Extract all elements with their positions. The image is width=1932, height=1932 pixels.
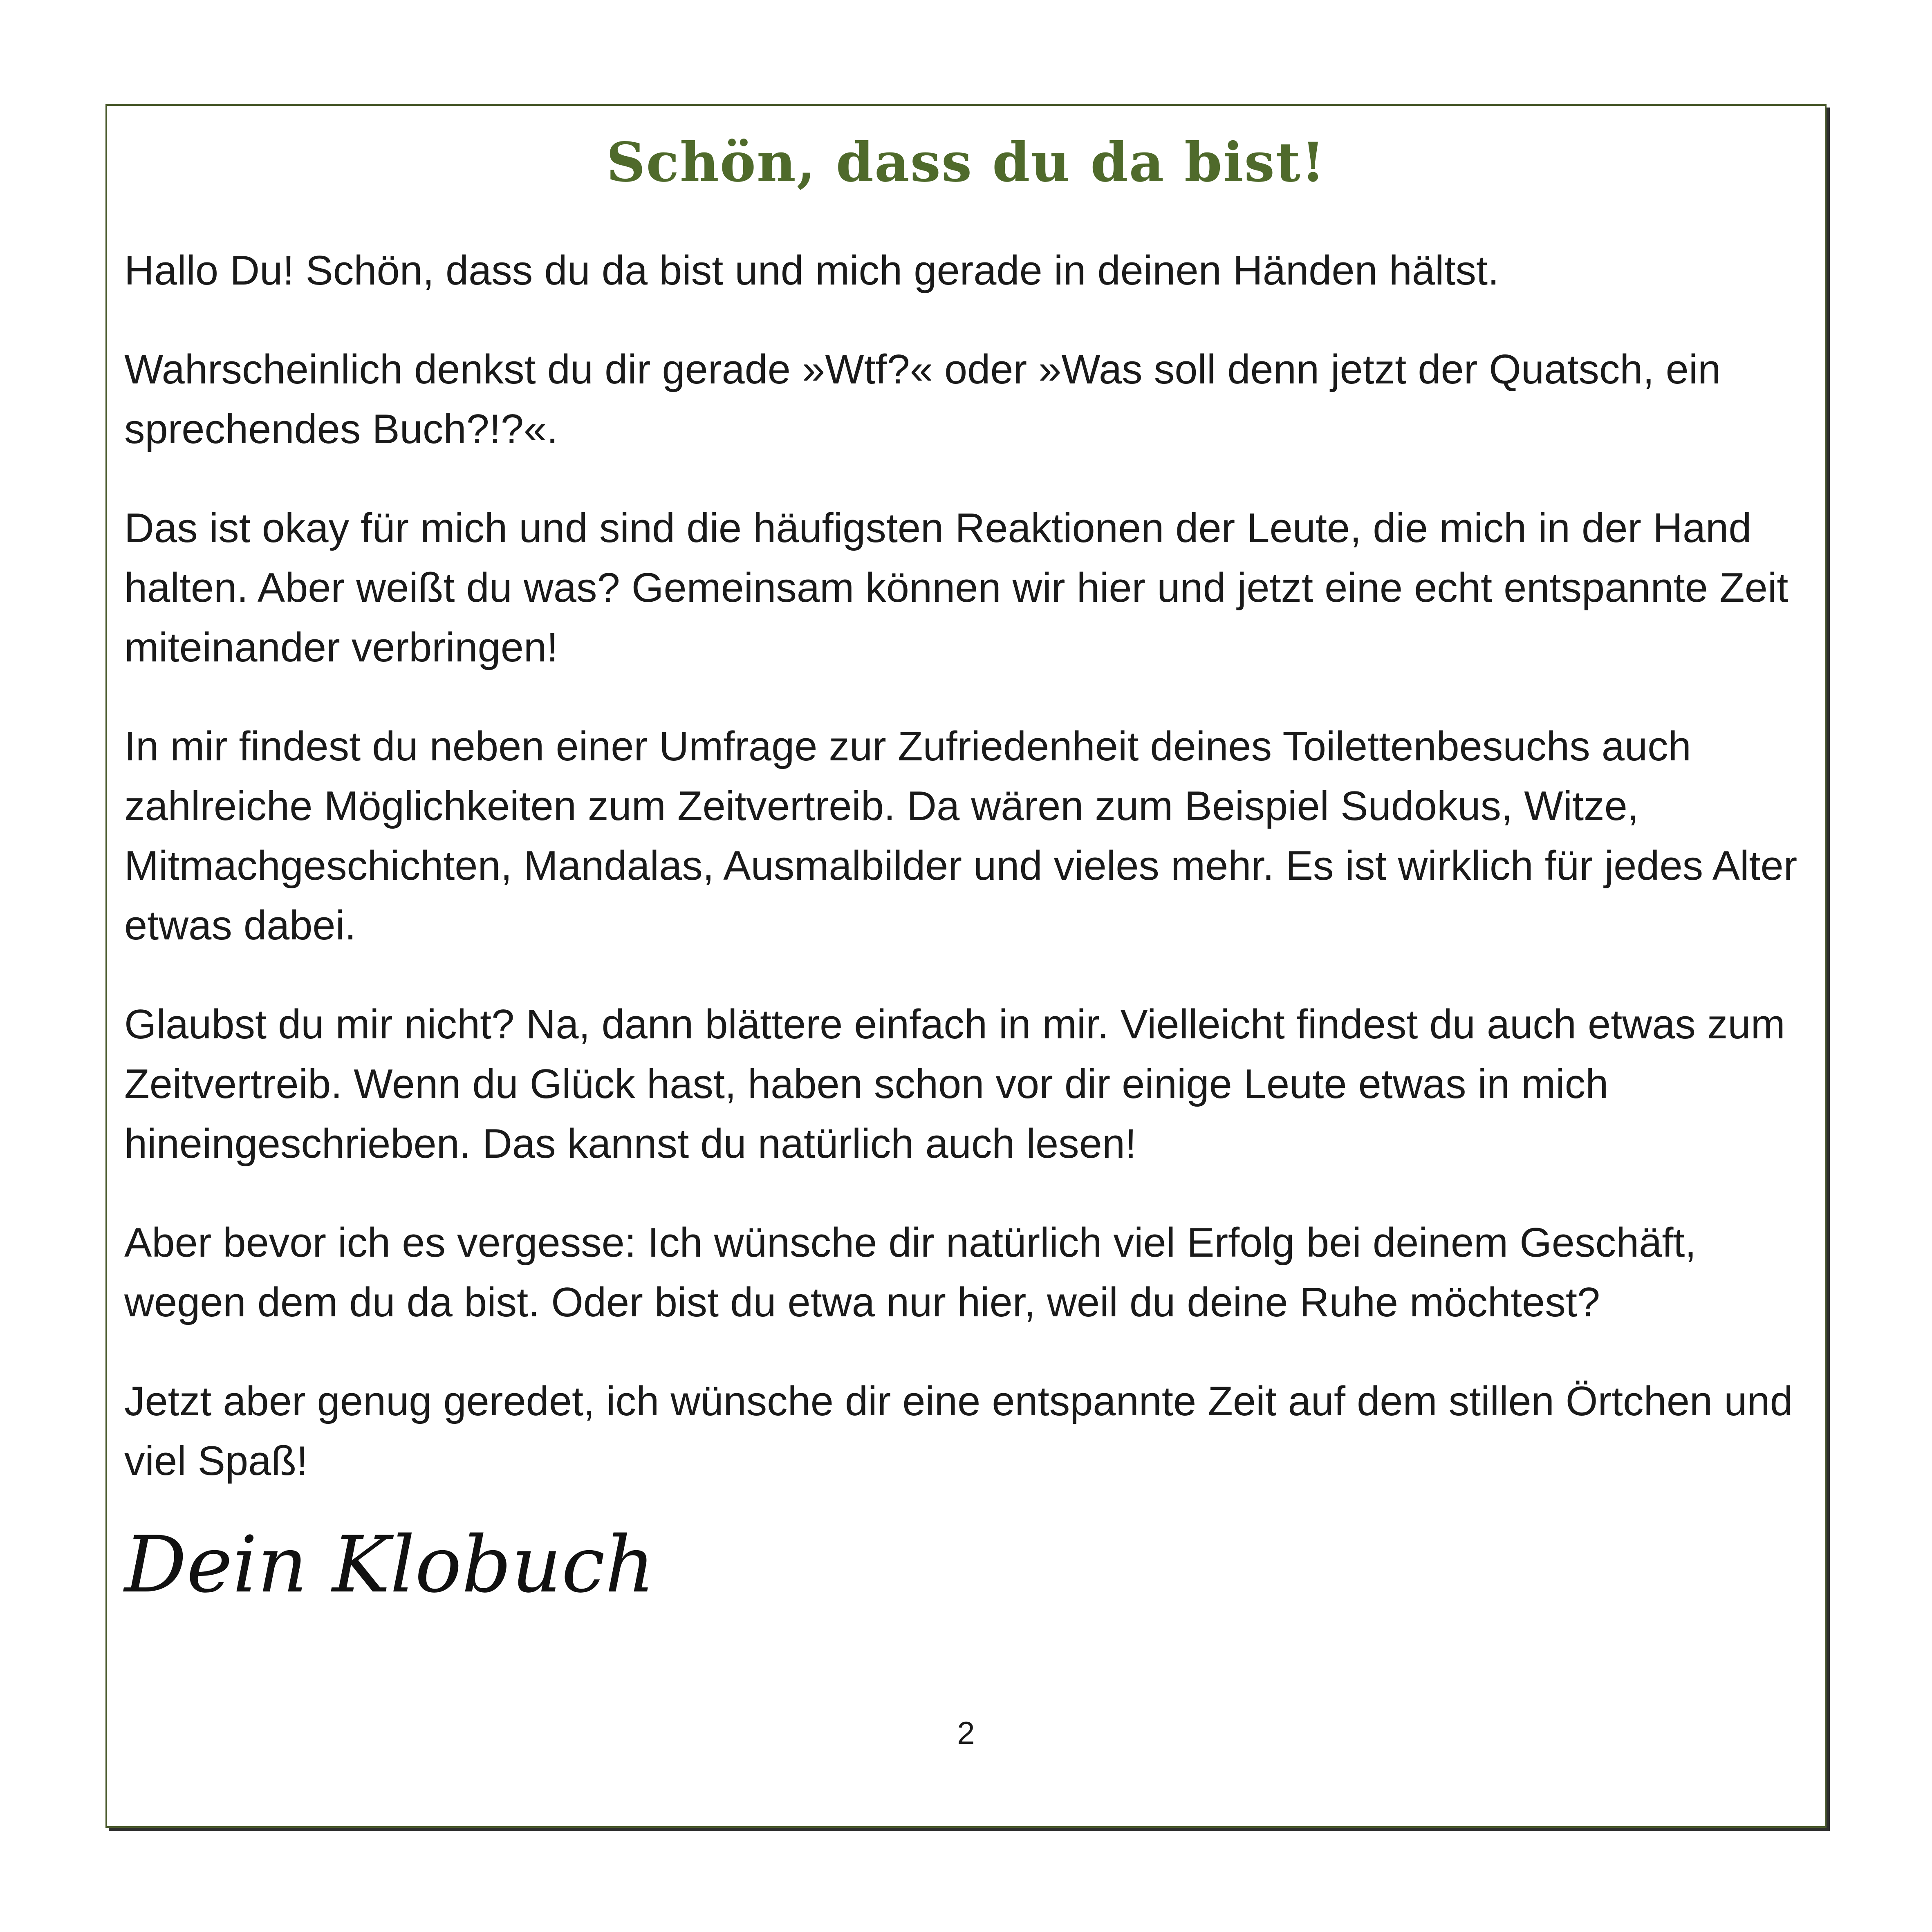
paragraph-greeting: Hallo Du! Schön, dass du da bist und mich gerade in deinen Händen hältst.: [124, 248, 1499, 294]
paragraph-browse: Glaubst du mir nicht? Na, dann blättere einfach in mir. Vielleicht findest du auch etwas zum Zeitvertreib. Wenn du Glück hast, haben schon vor dir einige Leute etwas in mich hineingeschrieben. Das kannst du natürlich auch lesen!: [124, 1002, 1785, 1167]
signature: Dein Klobuch: [124, 1520, 655, 1610]
page-number: 2: [957, 1715, 975, 1751]
page-title: Schön, dass du da bist!: [606, 131, 1326, 194]
paragraph-closing: Jetzt aber genug geredet, ich wünsche dir eine entspannte Zeit auf dem stillen Örtchen und viel Spaß!: [124, 1378, 1793, 1484]
paragraph-wishes: Aber bevor ich es vergesse: Ich wünsche dir natürlich viel Erfolg bei deinem Geschäft, wegen dem du da bist. Oder bist du etwa nur hier, weil du deine Ruhe möchtest?: [124, 1220, 1697, 1325]
body-text: [124, 241, 1811, 1530]
paragraph-contents: In mir findest du neben einer Umfrage zur Zufriedenheit deines Toilettenbesuchs auch zahlreiche Möglichkeiten zum Zeitvertreib. Da wären zum Beispiel Sudokus, Witze, Mitmachgeschichten, Mandalas, Ausmalbilder und vieles mehr. Es ist wirklich für jedes Alter etwas dabei.: [124, 724, 1798, 948]
paragraph-okay: Das ist okay für mich und sind die häufigsten Reaktionen der Leute, die mich in der Hand halten. Aber weißt du was? Gemeinsam können wir hier und jetzt eine echt entspannte Zeit miteinander verbringen!: [124, 505, 1789, 670]
paragraph-reaction: Wahrscheinlich denkst du dir gerade »Wtf?« oder »Was soll denn jetzt der Quatsch, ein sprechendes Buch?!?«.: [124, 347, 1721, 452]
page-frame: [105, 104, 1827, 1828]
